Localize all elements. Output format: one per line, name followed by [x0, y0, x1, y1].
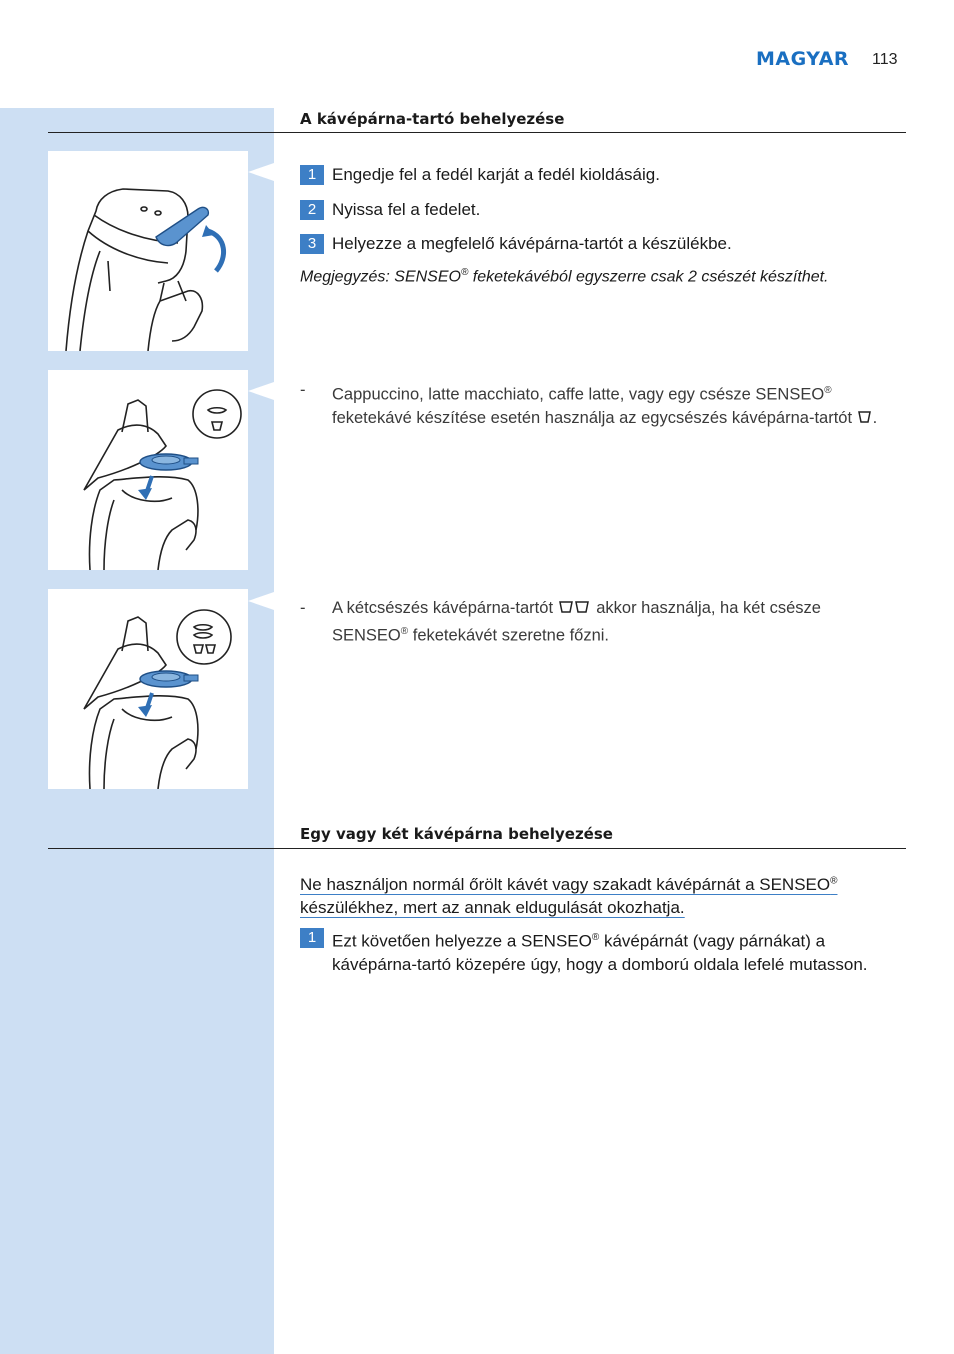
language-label: MAGYAR — [756, 48, 850, 70]
step-1 — [300, 163, 660, 186]
page-number: 113 — [872, 51, 898, 68]
step-number-badge: 1 — [300, 928, 324, 948]
bullet-one-cup: - Cappuccino, latte macchiato, caffe latte, vagy egy csésze SENSEO® feketekávé készítése esetén használja az egycsészés kávépárna-tartót . — [300, 381, 878, 427]
illustration-pointer — [248, 592, 274, 610]
illustration-two-cup-holder — [48, 589, 248, 789]
illustration-one-cup-holder — [48, 370, 248, 570]
step-text: Nyissa fel a fedelet. — [332, 200, 481, 219]
step-text: Engedje fel a fedél karját a fedél kioldásáig. — [332, 165, 660, 184]
step-2 — [300, 198, 480, 221]
step-number-badge: 3 — [300, 234, 324, 254]
step-1-insert-pod: 1 Ezt követően helyezze a SENSEO® kávépárnát (vagy párnákat) a kávépárna-tartó közepére úgy, hogy a domború oldala lefelé mutasson. — [300, 926, 890, 976]
step-number-badge: 1 — [300, 165, 324, 185]
warning-text: Ne használjon normál őrölt kávét vagy szakadt kávépárnát a SENSEO® készülékhez, mert az annak eldugulását okozhatja. — [300, 874, 838, 917]
section-title-pod-holder: A kávépárna-tartó behelyezése — [300, 110, 565, 128]
two-cup-icon — [558, 599, 592, 615]
note-text: Megjegyzés: SENSEO® feketekávéból egyszerre csak 2 csészét készíthet. — [300, 267, 829, 286]
section-title-insert-pods: Egy vagy két kávépárna behelyezése — [300, 825, 613, 843]
one-cup-icon — [857, 409, 873, 425]
step-text: Helyezze a megfelelő kávépárna-tartót a készülékbe. — [332, 234, 732, 253]
section-rule — [48, 848, 906, 849]
illustration-open-lid — [48, 151, 248, 351]
bullet-two-cup: - A kétcsészés kávépárna-tartót akkor használja, ha két csésze SENSEO® feketekávét szeretne főzni. — [300, 599, 821, 645]
section-rule — [48, 132, 906, 133]
illustration-pointer — [248, 163, 274, 181]
step-number-badge: 2 — [300, 200, 324, 220]
illustration-pointer — [248, 382, 274, 400]
step-3 — [300, 232, 732, 255]
